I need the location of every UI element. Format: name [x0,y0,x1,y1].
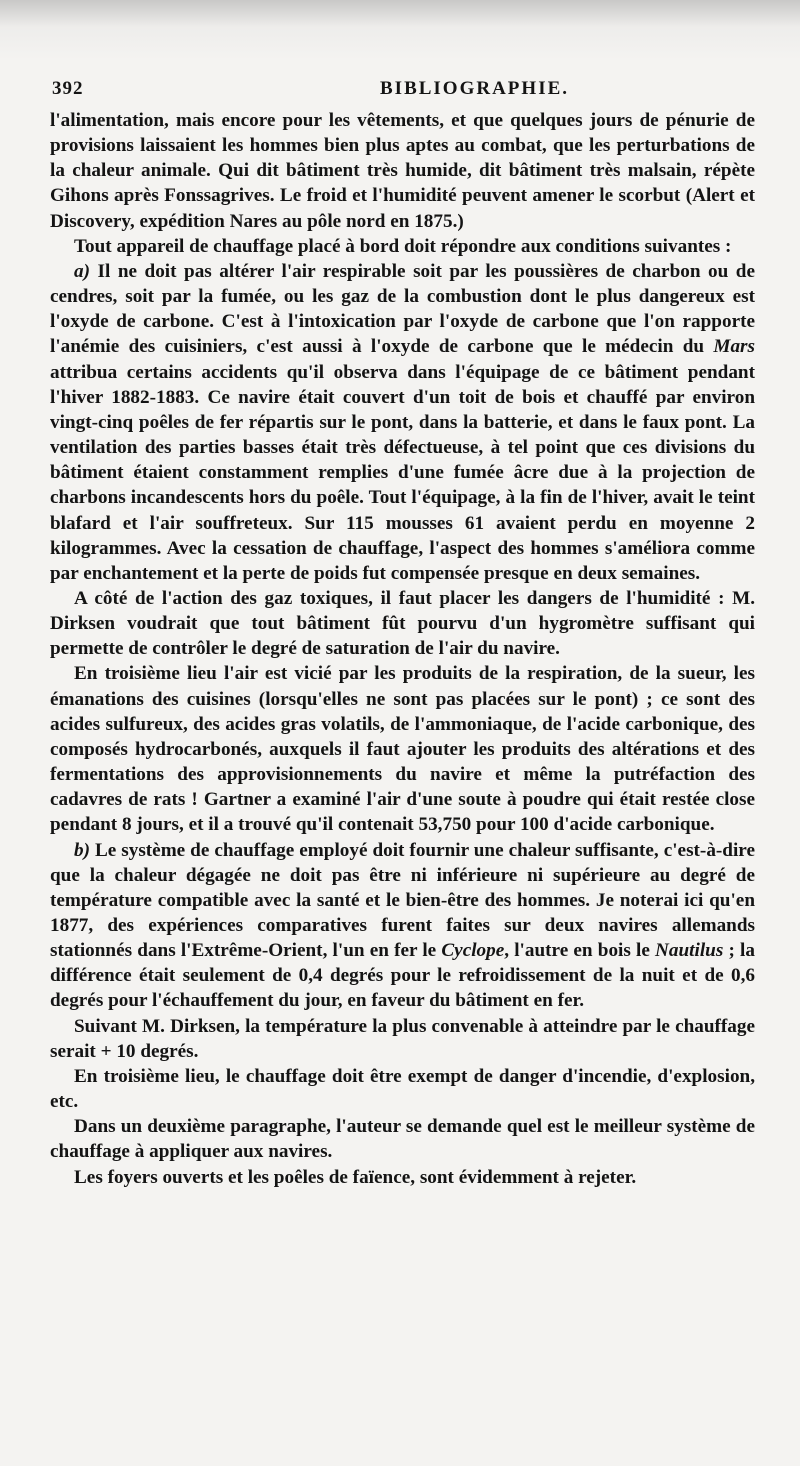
paragraph-text: , l'autre en bois le [504,940,656,962]
paragraph: En troisième lieu l'air est vicié par les produits de la respiration, de la sueur, les émanations des cuisines (lorsqu'elles ne sont pas placées sur le pont) ; ce sont des acides sulfureux, des acides gras volatils, de l'ammoniaque, de l'acide carbonique, des composés hydrocarbonés, auxquels il faut ajouter les produits des altérations et des fermentations des approvisionnements du navire et même la putréfaction des cadavres de rats ! Gartner a examiné l'air d'une soute à poudre qui était restée close pendant 8 jours, et il a trouvé qu'il contenait 53,750 pour 100 d'acide carbonique. [50,663,755,836]
ship-name: Nautilus [655,940,724,962]
ship-name: Mars [713,336,755,358]
paragraph: Les foyers ouverts et les poêles de faïence, sont évidemment à rejeter. [74,1166,637,1188]
page-header [50,78,755,102]
paragraph: Dans un deuxième paragraphe, l'auteur se demande quel est le meilleur système de chauffage à appliquer aux navires. [50,1116,755,1163]
paragraph-text: attribua certains accidents qu'il observa dans l'équipage de ce bâtiment pendant l'hiver 1882-1883. Ce navire était couvert d'un toit de bois et chauffé par environ vingt-cinq poêles de fer répartis sur le pont, dans la batterie, et dans le faux pont. La ventilation des parties basses était très défectueuse, à tel point que ces divisions du bâtiment étaient constamment remplies d'une fumée âcre due à la projection de charbons incandescents hors du poêle. Tout l'équipage, à la fin de l'hiver, avait le teint blafard et l'air souffreteux. Sur 115 mousses 61 avaient perdu en moyenne 2 kilogrammes. Avec la cessation de chauffage, l'aspect des hommes s'améliora comme par enchantement et la perte de poids fut compensée presque en deux semaines. [50,361,755,584]
ship-name: Cyclope [441,940,505,962]
paragraph: A côté de l'action des gaz toxiques, il faut placer les dangers de l'humidité : M. Dirksen voudrait que tout bâtiment fût pourvu d'un hygromètre suffisant qui permette de contrôler le degré de saturation de l'air du navire. [50,587,755,660]
scan-shadow [0,0,800,60]
page-number: 392 [52,78,84,99]
paragraph-text: ; la différence était seulement de 0,4 degrés pour le refroidissement de la nuit et de 0,6 degrés pour l'échauffement du jour, en faveur du bâtiment en fer. [50,940,755,1012]
paragraph [50,259,755,586]
running-title: BIBLIOGRAPHIE. [380,78,570,99]
list-label: b) [74,839,90,861]
paragraph: En troisième lieu, le chauffage doit être exempt de danger d'incendie, d'explosion, etc. [50,1065,755,1113]
paragraph: Suivant M. Dirksen, la température la plus convenable à atteindre par le chauffage serait + 10 degrés. [50,1015,755,1062]
paragraph [50,838,755,1014]
paragraph: Tout appareil de chauffage placé à bord doit répondre aux conditions suivantes : [74,235,732,257]
paragraph-text: Le système de chauffage employé doit fournir une chaleur suffisante, c'est-à-dire que la chaleur dégagée ne doit pas être ni inférieure ni supérieure au degré de température compatible avec la santé et le bien-être des hommes. Je noterai ici qu'en 1877, des expériences comparatives furent faites sur deux navires allemands stationnés dans l'Extrême-Orient, l'un en fer le [50,839,755,962]
list-label: a) [74,260,90,282]
paragraph-text: Il ne doit pas altérer l'air respirable soit par les poussières de charbon ou de cendres, soit par la fumée, ou les gaz de la combustion dont le plus dangereux est l'oxyde de carbone. C'est à l'intoxication par l'oxyde de carbone que l'on rapporte l'anémie des cuisiniers, c'est aussi à l'oxyde de carbone que le médecin du [50,260,755,358]
paragraph: l'alimentation, mais encore pour les vêtements, et que quelques jours de pénurie de provisions laissaient les hommes bien plus aptes au combat, que les perturbations de la chaleur animale. Qui dit bâtiment très humide, dit bâtiment très malsain, répète Gihons après Fonssagrives. Le froid et l'humidité peuvent amener le scorbut (Alert et Discovery, expédition Nares au pôle nord en 1875.) [50,110,755,232]
body-text [50,108,755,1190]
